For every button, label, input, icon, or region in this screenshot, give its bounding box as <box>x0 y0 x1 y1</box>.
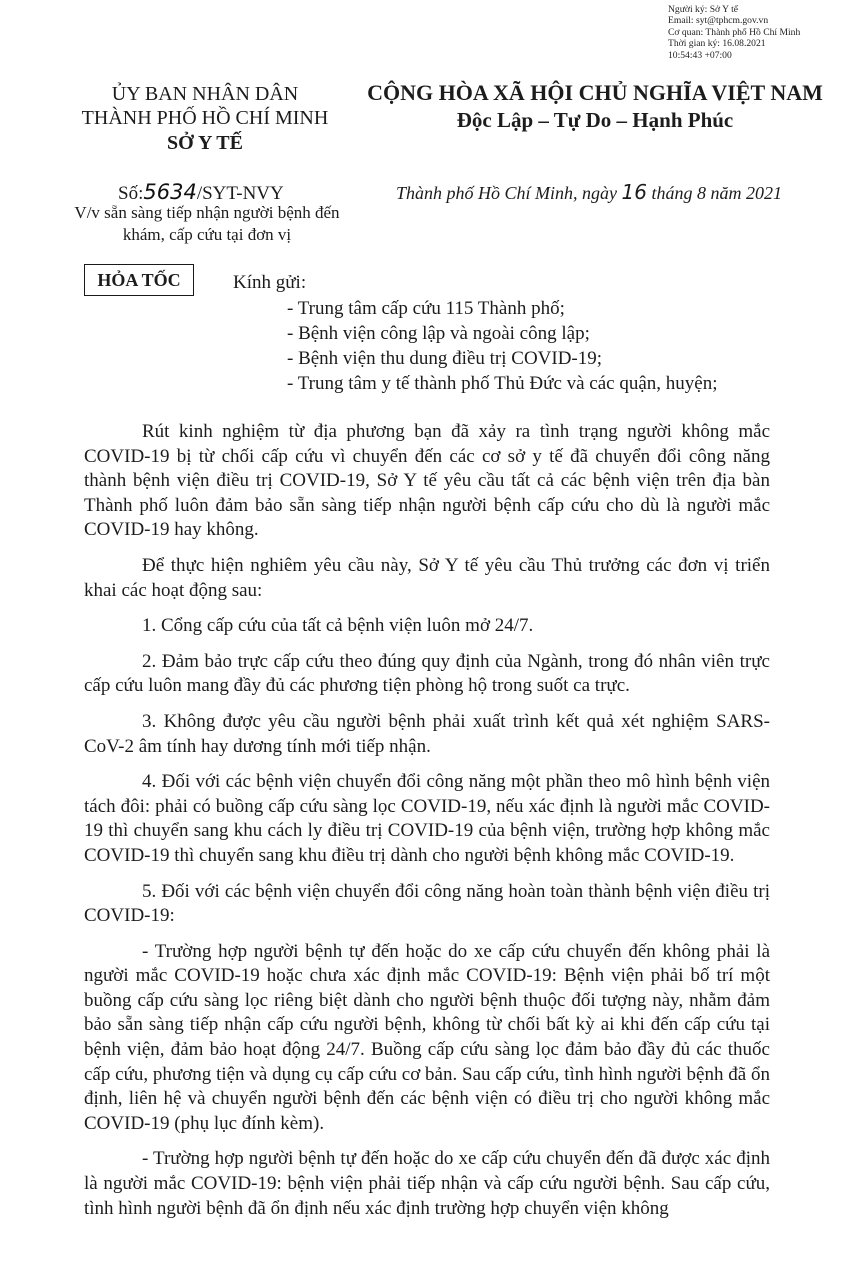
national-header <box>360 80 830 134</box>
document-body <box>84 420 770 1221</box>
greeting: Kính gửi: <box>233 272 307 293</box>
nation-motto: Độc Lập – Tự Do – Hạnh Phúc <box>456 108 734 132</box>
body-item-5b: - Trường hợp người bệnh tự đến hoặc do xe cấp cứu chuyển đến đã được xác định là người mắc COVID-19: bệnh viện phải tiếp nhận và cấp cứu người bệnh. Sau cấp cứu, tình hình người bệnh đã ổn định nếu xác định trường hợp chuyển viện không <box>84 1148 770 1219</box>
recipient-item: - Bệnh viện thu dung điều trị COVID-19; <box>287 348 603 369</box>
subject-line-2: khám, cấp cứu tại đơn vị <box>122 225 292 244</box>
recipient-item: - Trung tâm y tế thành phố Thủ Đức và các quận, huyện; <box>287 373 718 394</box>
date-day-handwritten: 16 <box>621 180 647 204</box>
document-subject <box>62 202 352 246</box>
org-line-2: THÀNH PHỐ HỒ CHÍ MINH <box>81 107 329 129</box>
number-handwritten: 5634 <box>143 180 197 204</box>
issuing-organization <box>60 82 350 156</box>
number-prefix: Số: <box>118 183 144 204</box>
date-suffix: tháng 8 năm 2021 <box>651 183 782 203</box>
document-date <box>396 180 782 204</box>
subject-line-1: V/v sẵn sàng tiếp nhận người bệnh đến <box>74 203 340 222</box>
signature-time-label: Thời gian ký: 16.08.2021 <box>668 38 766 50</box>
body-item-2: 2. Đảm bảo trực cấp cứu theo đúng quy định của Ngành, trong đó nhân viên trực cấp cứu luôn mang đầy đủ các phương tiện phòng hộ trong suốt ca trực. <box>84 650 770 697</box>
body-item-5: 5. Đối với các bệnh viện chuyển đổi công năng hoàn toàn thành bệnh viện điều trị COVID-19: <box>84 880 770 927</box>
recipient-item: - Trung tâm cấp cứu 115 Thành phố; <box>287 298 565 319</box>
number-suffix: /SYT-NVY <box>196 183 284 204</box>
body-item-4: 4. Đối với các bệnh viện chuyển đổi công năng một phần theo mô hình bệnh viện tách đôi: phải có buồng cấp cứu sàng lọc COVID-19, nếu xác định là người mắc COVID-19 thì chuyển sang khu cách ly điều trị COVID-19 của bệnh viện, trường hợp không mắc COVID-19 thì chuyển sang khu điều trị dành cho người bệnh không mắc COVID-19. <box>84 771 770 866</box>
recipient-list <box>287 296 718 396</box>
urgent-stamp-box: HỎA TỐC <box>84 264 194 296</box>
digital-signature-block <box>668 4 848 61</box>
org-line-1: ỦY BAN NHÂN DÂN <box>111 83 299 105</box>
body-paragraph-2: Để thực hiện nghiêm yêu cầu này, Sở Y tế yêu cầu Thủ trưởng các đơn vị triển khai các hoạt động sau: <box>84 554 770 601</box>
date-prefix: Thành phố Hồ Chí Minh, ngày <box>396 183 618 203</box>
recipient-item: - Bệnh viện công lập và ngoài công lập; <box>287 323 590 344</box>
body-item-3: 3. Không được yêu cầu người bệnh phải xuất trình kết quả xét nghiệm SARS-CoV-2 âm tính hay dương tính mới tiếp nhận. <box>84 710 770 757</box>
signature-email: Email: syt@tphcm.gov.vn <box>668 15 769 27</box>
nation-title: CỘNG HÒA XÃ HỘI CHỦ NGHĨA VIỆT NAM <box>367 80 823 105</box>
signature-time-value: 10:54:43 +07:00 <box>668 49 732 61</box>
body-paragraph-1: Rút kinh nghiệm từ địa phương bạn đã xảy ra tình trạng người không mắc COVID-19 bị từ chối cấp cứu vì chuyển đến các cơ sở y tế đã chuyển đổi công năng thành bệnh viện điều trị COVID-19, Sở Y tế yêu cầu tất cả các bệnh viện trên địa bàn Thành phố luôn đảm bảo sẵn sàng tiếp nhận người bệnh cấp cứu cho dù là người mắc COVID-19 hay không. <box>84 421 770 541</box>
body-item-5a: - Trường hợp người bệnh tự đến hoặc do xe cấp cứu chuyển đến không phải là người mắc COVID-19 hoặc chưa xác định mắc COVID-19: Bệnh viện phải bố trí một buồng cấp cứu sàng lọc riêng biệt dành cho người bệnh thuộc đối tượng này, nhằm đảm bảo sẵn sàng tiếp nhận cấp cứu người bệnh, không từ chối bất kỳ ai khi đến cấp cứu tại bệnh viện, đảm bảo hoạt động 24/7. Buồng cấp cứu sàng lọc đảm bảo đầy đủ các thuốc cấp cứu, phương tiện và dụng cụ cấp cứu cơ bản. Sau cấp cứu, tình hình người bệnh đã ổn định, liên hệ và chuyển người bệnh đến các bệnh viện có điều trị cho người không mắc COVID-19 (phụ lục đính kèm). <box>84 940 770 1134</box>
body-item-1: 1. Cổng cấp cứu của tất cả bệnh viện luôn mở 24/7. <box>142 615 534 637</box>
org-line-3: SỞ Y TẾ <box>167 132 243 154</box>
signature-agency: Cơ quan: Thành phố Hồ Chí Minh <box>668 26 801 38</box>
signature-signer: Người ký: Sở Y tế <box>668 4 739 15</box>
